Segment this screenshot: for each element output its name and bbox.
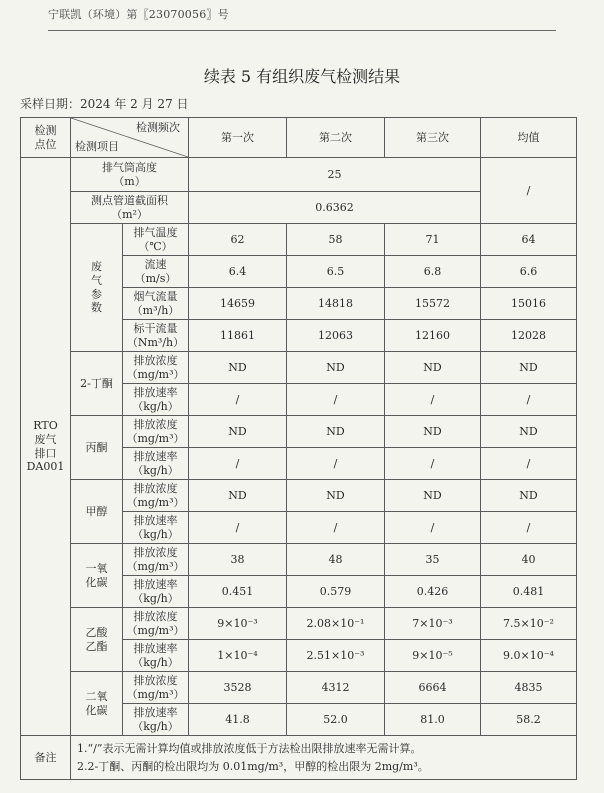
- gas-param-value: 15016: [481, 288, 577, 320]
- rate-value: 52.0: [287, 704, 385, 736]
- conc-value: ND: [287, 352, 385, 384]
- pollutant-name: 丙酮: [71, 416, 123, 480]
- conc-value: 6664: [385, 672, 481, 704]
- rate-label: 排放速率 （kg/h）: [123, 576, 189, 608]
- conc-value: 35: [385, 544, 481, 576]
- table-row: [21, 224, 577, 256]
- gas-param-value: 71: [385, 224, 481, 256]
- pollutant-name: 甲醇: [71, 480, 123, 544]
- conc-value: 2.08×10⁻¹: [287, 608, 385, 640]
- rate-value: 0.426: [385, 576, 481, 608]
- conc-value: ND: [481, 416, 577, 448]
- rate-value: 0.451: [189, 576, 287, 608]
- table-row: [21, 672, 577, 704]
- conc-value: 40: [481, 544, 577, 576]
- conc-value: ND: [189, 416, 287, 448]
- rate-value: /: [287, 512, 385, 544]
- gas-param-value: 64: [481, 224, 577, 256]
- conc-label: 排放浓度 （mg/m³）: [123, 352, 189, 384]
- table-row: [21, 158, 577, 192]
- rate-value: 9×10⁻⁵: [385, 640, 481, 672]
- remarks-label: 备注: [21, 736, 71, 780]
- rate-value: /: [481, 512, 577, 544]
- table-row: [21, 736, 577, 780]
- rate-value: /: [481, 384, 577, 416]
- conc-value: 4835: [481, 672, 577, 704]
- conc-value: 3528: [189, 672, 287, 704]
- gas-param-value: 6.6: [481, 256, 577, 288]
- rate-label: 排放速率 （kg/h）: [123, 512, 189, 544]
- conc-value: 9×10⁻³: [189, 608, 287, 640]
- gas-param-value: 15572: [385, 288, 481, 320]
- col-header-run: 第一次: [189, 118, 287, 158]
- gas-param-value: 14659: [189, 288, 287, 320]
- conc-value: ND: [481, 352, 577, 384]
- gas-param-label: 流速 （m/s）: [123, 256, 189, 288]
- remark-line: 1.“/”表示无需计算均值或排放浓度低于方法检出限排放速率无需计算。: [77, 741, 422, 755]
- header-divider: [48, 30, 556, 31]
- gas-param-label: 烟气流量 （m³/h）: [123, 288, 189, 320]
- rate-value: /: [189, 384, 287, 416]
- duct-area-label: 测点管道截面积 （m²）: [71, 192, 189, 224]
- rate-value: 2.51×10⁻³: [287, 640, 385, 672]
- conc-value: ND: [481, 480, 577, 512]
- report-number: 宁联凯（环境）第〖23070056〗号: [48, 8, 229, 21]
- conc-value: 7×10⁻³: [385, 608, 481, 640]
- col-header-diagonal: [71, 118, 189, 158]
- conc-value: ND: [189, 480, 287, 512]
- gas-param-value: 6.5: [287, 256, 385, 288]
- stack-height-value: 25: [189, 158, 481, 192]
- rate-value: 1×10⁻⁴: [189, 640, 287, 672]
- frequency-label: 检测频次: [136, 121, 180, 134]
- results-table: [20, 117, 577, 780]
- gas-param-value: 11861: [189, 320, 287, 352]
- conc-value: 4312: [287, 672, 385, 704]
- conc-label: 排放浓度 （mg/m³）: [123, 672, 189, 704]
- table-row: [21, 416, 577, 448]
- rate-value: /: [287, 448, 385, 480]
- conc-label: 排放浓度 （mg/m³）: [123, 416, 189, 448]
- col-header-point: 检测 点位: [21, 118, 71, 158]
- gas-param-value: 62: [189, 224, 287, 256]
- rate-value: /: [287, 384, 385, 416]
- table-row: [21, 352, 577, 384]
- gas-params-group: 废 气 参 数: [71, 224, 123, 352]
- conc-value: ND: [287, 480, 385, 512]
- gas-param-value: 58: [287, 224, 385, 256]
- table-row: [21, 480, 577, 512]
- conc-value: ND: [287, 416, 385, 448]
- rate-value: 81.0: [385, 704, 481, 736]
- rate-value: /: [189, 512, 287, 544]
- col-header-mean: 均值: [481, 118, 577, 158]
- rate-value: 41.8: [189, 704, 287, 736]
- conc-value: ND: [385, 352, 481, 384]
- table-title: 续表 5 有组织废气检测结果: [203, 67, 401, 86]
- stack-mean-value: /: [481, 158, 577, 224]
- gas-param-value: 6.8: [385, 256, 481, 288]
- rate-value: 9.0×10⁻⁴: [481, 640, 577, 672]
- item-label: 检测项目: [75, 140, 119, 154]
- gas-param-value: 6.4: [189, 256, 287, 288]
- rate-value: 0.481: [481, 576, 577, 608]
- rate-value: /: [189, 448, 287, 480]
- rate-value: 0.579: [287, 576, 385, 608]
- table-row: [21, 118, 577, 158]
- conc-label: 排放浓度 （mg/m³）: [123, 608, 189, 640]
- pollutant-name: 二氧 化碳: [71, 672, 123, 736]
- gas-param-value: 14818: [287, 288, 385, 320]
- stack-height-label: 排气筒高度 （m）: [71, 158, 189, 192]
- point-cell: RTO 废气 排口 DA001: [21, 158, 71, 736]
- gas-param-value: 12063: [287, 320, 385, 352]
- conc-value: 7.5×10⁻²: [481, 608, 577, 640]
- rate-label: 排放速率 （kg/h）: [123, 448, 189, 480]
- gas-param-value: 12028: [481, 320, 577, 352]
- gas-param-label: 排气温度 （℃）: [123, 224, 189, 256]
- rate-label: 排放速率 （kg/h）: [123, 384, 189, 416]
- remark-line: 2.2-丁酮、丙酮的检出限均为 0.01mg/m³，甲醇的检出限为 2mg/m³。: [77, 759, 429, 773]
- duct-area-value: 0.6362: [189, 192, 481, 224]
- rate-label: 排放速率 （kg/h）: [123, 640, 189, 672]
- gas-param-value: 12160: [385, 320, 481, 352]
- table-row: [21, 544, 577, 576]
- rate-value: 58.2: [481, 704, 577, 736]
- rate-value: /: [481, 448, 577, 480]
- rate-value: /: [385, 384, 481, 416]
- sample-date: 采样日期：2024 年 2 月 27 日: [20, 97, 189, 111]
- remarks-content: [71, 736, 577, 780]
- rate-value: /: [385, 448, 481, 480]
- col-header-run: 第二次: [287, 118, 385, 158]
- conc-value: 48: [287, 544, 385, 576]
- conc-value: 38: [189, 544, 287, 576]
- col-header-run: 第三次: [385, 118, 481, 158]
- pollutant-name: 2-丁酮: [71, 352, 123, 416]
- gas-param-label: 标干流量 （Nm³/h）: [123, 320, 189, 352]
- pollutant-name: 一氧 化碳: [71, 544, 123, 608]
- rate-value: /: [385, 512, 481, 544]
- conc-label: 排放浓度 （mg/m³）: [123, 544, 189, 576]
- pollutant-name: 乙酸 乙酯: [71, 608, 123, 672]
- conc-value: ND: [385, 480, 481, 512]
- conc-value: ND: [189, 352, 287, 384]
- conc-value: ND: [385, 416, 481, 448]
- table-row: [21, 608, 577, 640]
- rate-label: 排放速率 （kg/h）: [123, 704, 189, 736]
- conc-label: 排放浓度 （mg/m³）: [123, 480, 189, 512]
